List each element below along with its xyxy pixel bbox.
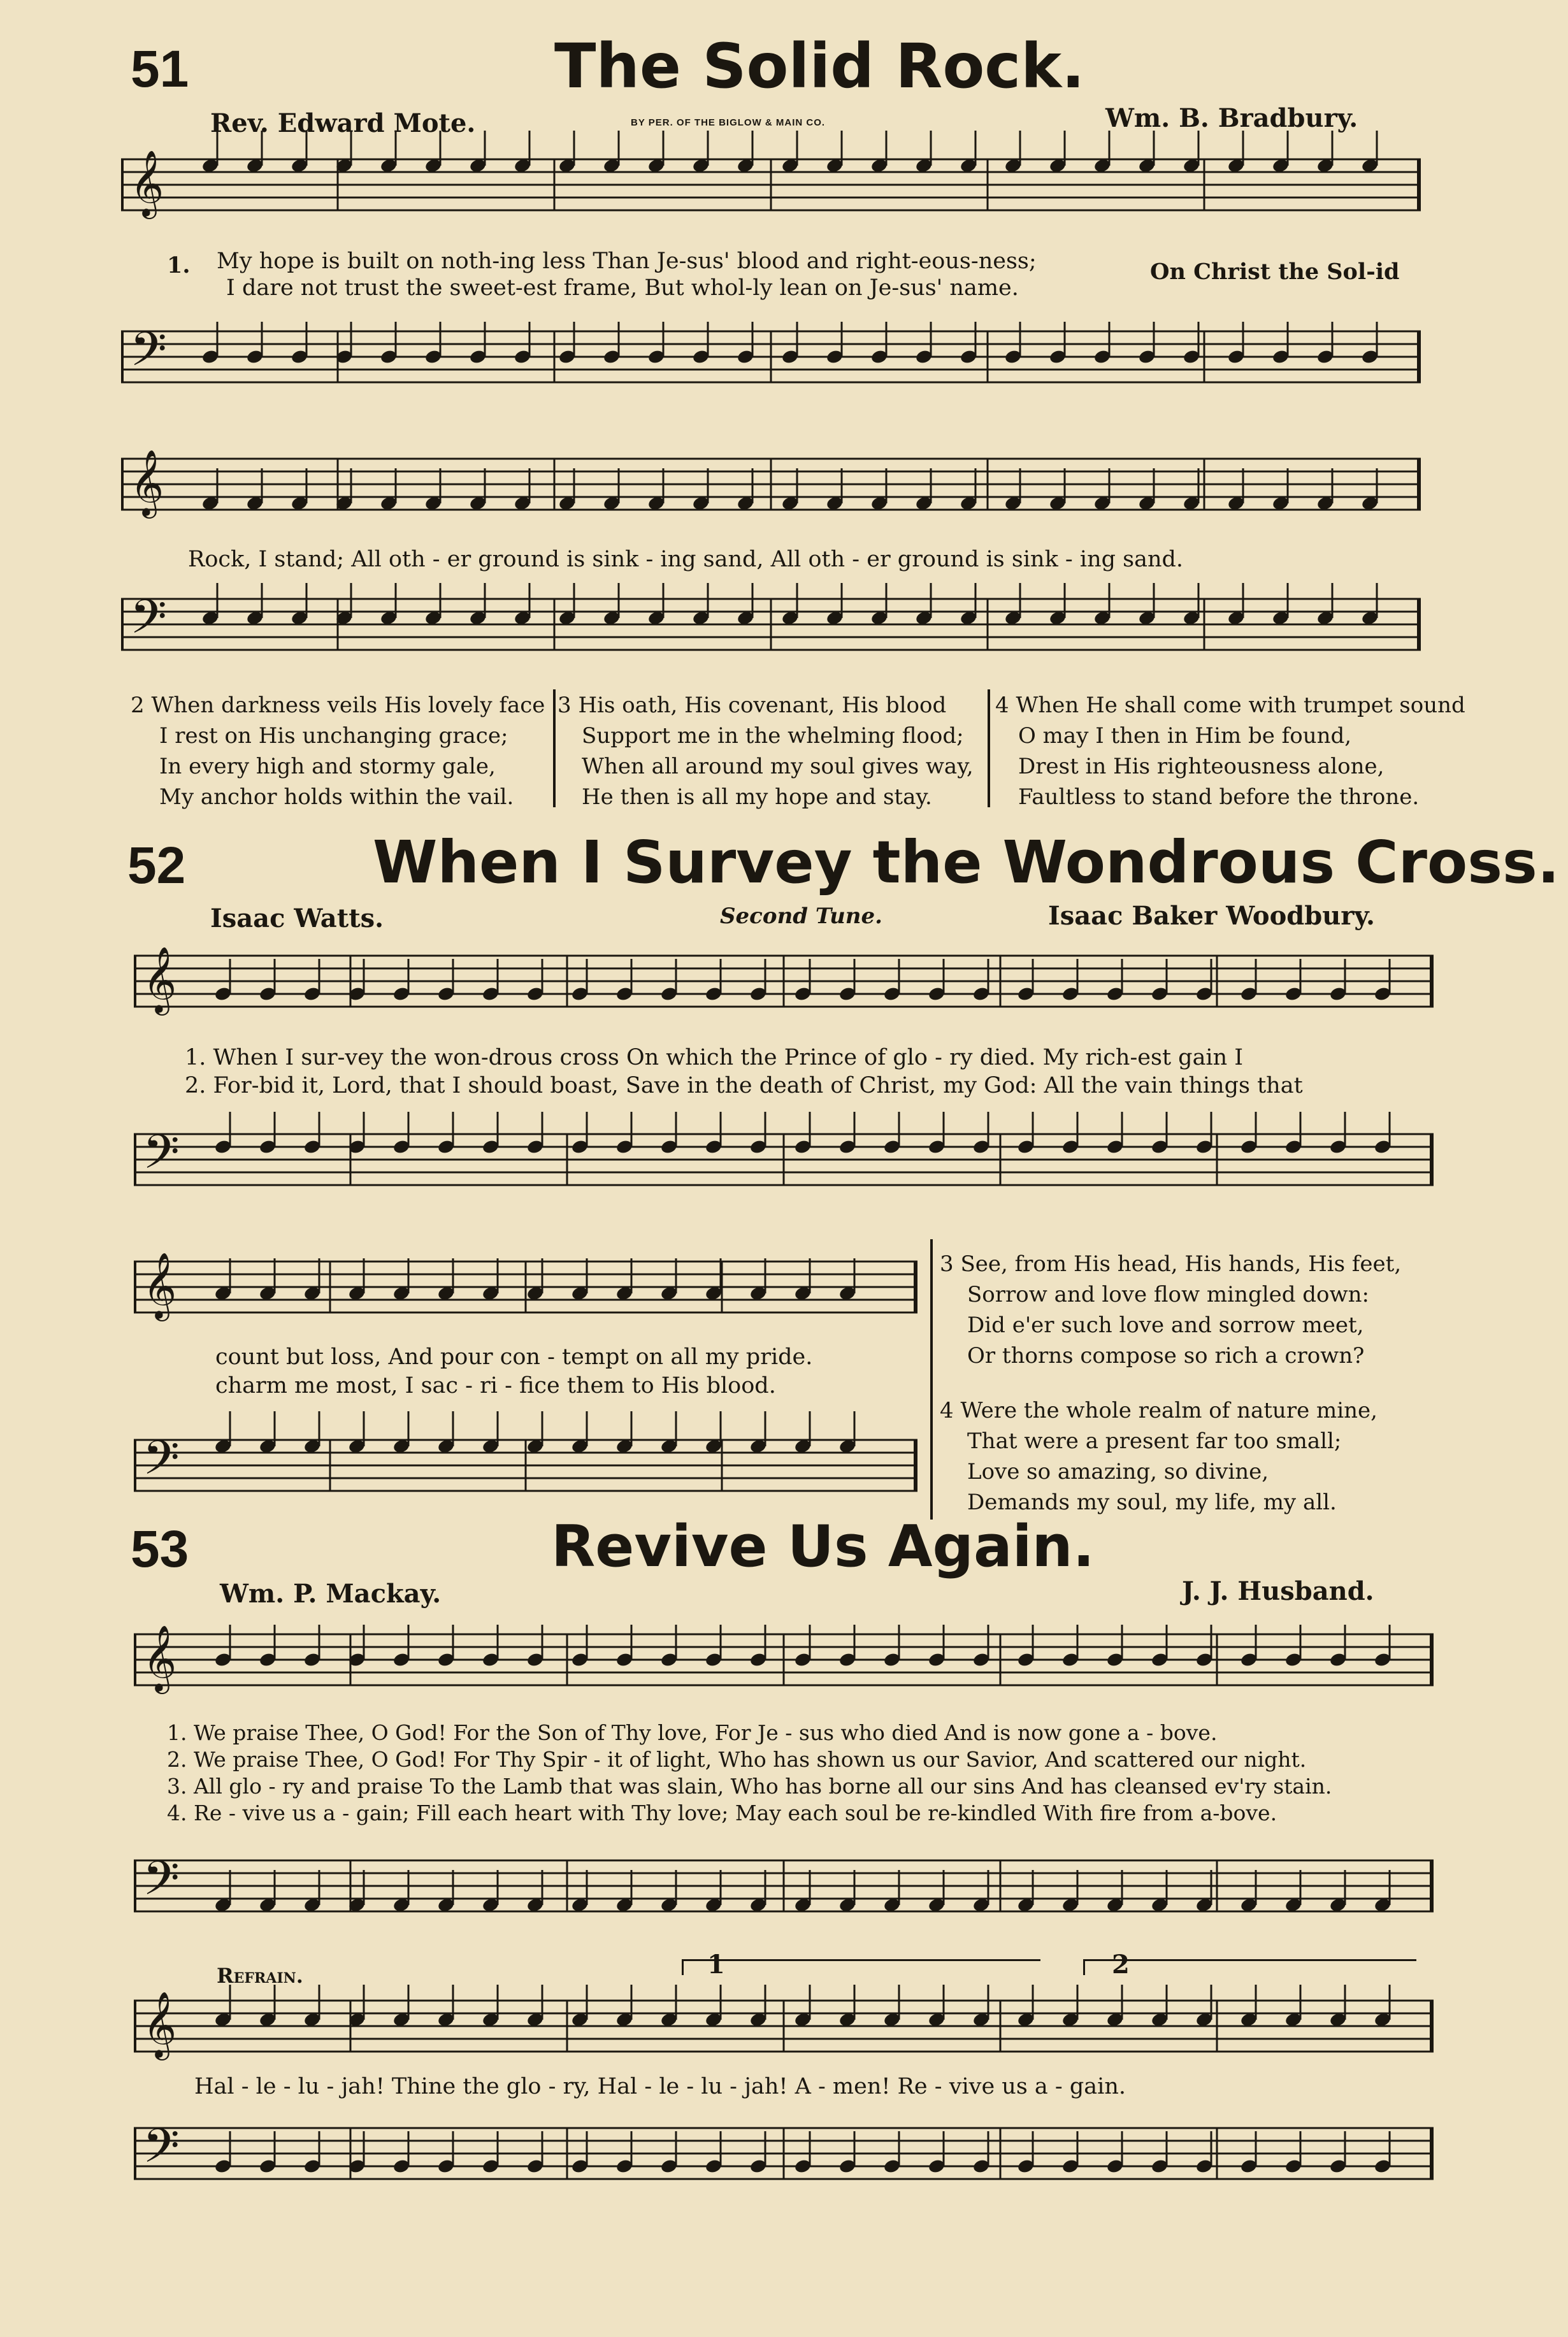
bass-staff	[121, 586, 1421, 675]
svg-text:𝄢: 𝄢	[143, 1430, 180, 1497]
lyric-line: count but loss, And pour con - tempt on all my pride.	[215, 1344, 813, 1370]
bass-staff	[121, 319, 1421, 408]
author-credit: Wm. P. Mackay.	[220, 1579, 442, 1609]
lyric-line: My hope is built on noth-ing less Than Je-sus' blood and right-eous-ness;	[217, 248, 1037, 274]
column-divider	[553, 689, 556, 807]
treble-staff	[121, 147, 1421, 236]
lyric-line: 1. We praise Thee, O God! For the Son of Thy love, For Je - sus who died And is now gone a - bove.	[167, 1720, 1218, 1745]
stanza-line: Drest in His righteousness alone,	[1018, 754, 1385, 779]
lyric-line: 2. We praise Thee, O God! For Thy Spir - it of light, Who has shown us our Savior, And scattered our night.	[167, 1747, 1307, 1772]
svg-text:𝄞: 𝄞	[130, 449, 164, 516]
composer-credit: Wm. B. Bradbury.	[1105, 103, 1358, 133]
svg-text:𝄞: 𝄞	[143, 1252, 177, 1319]
lyric-line: 3. All glo - ry and praise To the Lamb that was slain, Who has borne all our sins And has cleansed ev'ry stain.	[167, 1774, 1332, 1799]
verse-marker: 1.	[167, 252, 191, 278]
stanza-line: He then is all my hope and stay.	[582, 784, 932, 810]
hymn-title: When I Survey the Wondrous Cross.	[373, 828, 1560, 896]
stanza-line: Did e'er such love and sorrow meet,	[967, 1312, 1364, 1338]
author-credit: Isaac Watts.	[210, 903, 384, 933]
lyric-line: 1. When I sur-vey the won-drous cross On which the Prince of glo - ry died. My rich-est gain I	[185, 1045, 1244, 1070]
first-ending-number: 1	[707, 1950, 725, 1980]
second-ending-number: 2	[1112, 1950, 1130, 1980]
stanza-line: 3 See, from His head, His hands, His feet,	[940, 1251, 1402, 1277]
svg-text:𝄢: 𝄢	[130, 589, 167, 656]
svg-text:𝄞: 𝄞	[130, 150, 164, 217]
hymn-number: 51	[131, 40, 189, 98]
lyric-line: 2. For-bid it, Lord, that I should boast, Save in the death of Christ, my God: All the vain things that	[185, 1073, 1303, 1098]
bass-staff	[134, 1848, 1434, 1937]
stanza-line: In every high and stormy gale,	[159, 754, 496, 779]
treble-staff	[121, 446, 1421, 535]
hymn-number: 53	[131, 1520, 189, 1578]
bass-staff	[134, 2115, 1434, 2204]
svg-text:𝄢: 𝄢	[143, 1851, 180, 1918]
stanza-line: Love so amazing, so divine,	[967, 1459, 1269, 1485]
svg-text:𝄢: 𝄢	[143, 2118, 180, 2185]
stanza-line: 4 When He shall come with trumpet sound	[995, 693, 1465, 718]
svg-text:𝄞: 𝄞	[143, 1991, 177, 2058]
first-ending-bracket	[682, 1959, 1040, 1975]
stanza-line: That were a present far too small;	[967, 1428, 1342, 1454]
lyric-line: 4. Re - vive us a - gain; Fill each heart with Thy love; May each soul be re-kindled With fire from a-bove.	[167, 1801, 1277, 1825]
column-divider	[988, 689, 990, 807]
bass-staff	[134, 1121, 1434, 1211]
lyric-line: Rock, I stand; All oth - er ground is sink - ing sand, All oth - er ground is sink - ing sand.	[188, 547, 1184, 572]
stanza-3	[940, 1249, 1401, 1371]
stanza-line: 3 His oath, His covenant, His blood	[557, 693, 947, 718]
lyric-line: Hal - le - lu - jah! Thine the glo - ry, Hal - le - lu - jah! A - men! Re - vive us a - gain.	[194, 2074, 1126, 2099]
bass-staff	[134, 1427, 917, 1516]
refrain-label: Refrain.	[217, 1964, 303, 1988]
author-credit: Rev. Edward Mote.	[210, 108, 476, 138]
stanza-3	[557, 690, 974, 812]
treble-staff	[134, 943, 1434, 1039]
stanza-line: Faultless to stand before the throne.	[1018, 784, 1420, 810]
svg-text:𝄢: 𝄢	[143, 1125, 180, 1191]
stanza-line: 4 Were the whole realm of nature mine,	[940, 1398, 1377, 1423]
svg-text:𝄢: 𝄢	[130, 322, 167, 389]
lyric-line: On Christ the Sol-id	[1150, 259, 1400, 285]
treble-staff	[134, 1988, 1434, 2077]
stanza-4	[940, 1395, 1377, 1518]
stanza-line: 2 When darkness veils His lovely face	[131, 693, 545, 718]
stanza-line: O may I then in Him be found,	[1018, 723, 1352, 749]
stanza-line: Sorrow and love flow mingled down:	[967, 1282, 1369, 1307]
stanza-line: Demands my soul, my life, my all.	[967, 1490, 1337, 1515]
treble-staff	[134, 1249, 917, 1344]
hymn-number: 52	[127, 837, 186, 895]
column-divider	[930, 1239, 933, 1520]
stanza-line: When all around my soul gives way,	[582, 754, 974, 779]
lyric-line: I dare not trust the sweet-est frame, But whol-ly lean on Je-sus' name.	[226, 275, 1019, 301]
stanza-line: Or thorns compose so rich a crown?	[967, 1343, 1365, 1369]
hymn-title: Revive Us Again.	[551, 1513, 1095, 1580]
lyric-line: charm me most, I sac - ri - fice them to His blood.	[215, 1373, 776, 1399]
tune-note: Second Tune.	[720, 903, 882, 929]
treble-staff	[134, 1622, 1434, 1717]
second-ending-bracket	[1083, 1959, 1416, 1975]
composer-credit: Isaac Baker Woodbury.	[1048, 901, 1375, 931]
stanza-line: My anchor holds within the vail.	[159, 784, 514, 810]
composer-credit: J. J. Husband.	[1182, 1576, 1374, 1606]
svg-text:𝄞: 𝄞	[143, 1625, 177, 1692]
svg-text:𝄞: 𝄞	[143, 946, 177, 1013]
permission-note: BY PER. OF THE BIGLOW & MAIN CO.	[631, 117, 826, 128]
hymn-title: The Solid Rock.	[554, 31, 1085, 102]
stanza-line: Support me in the whelming flood;	[582, 723, 964, 749]
stanza-line: I rest on His unchanging grace;	[159, 723, 508, 749]
stanza-4	[995, 690, 1465, 812]
stanza-2	[131, 690, 545, 812]
